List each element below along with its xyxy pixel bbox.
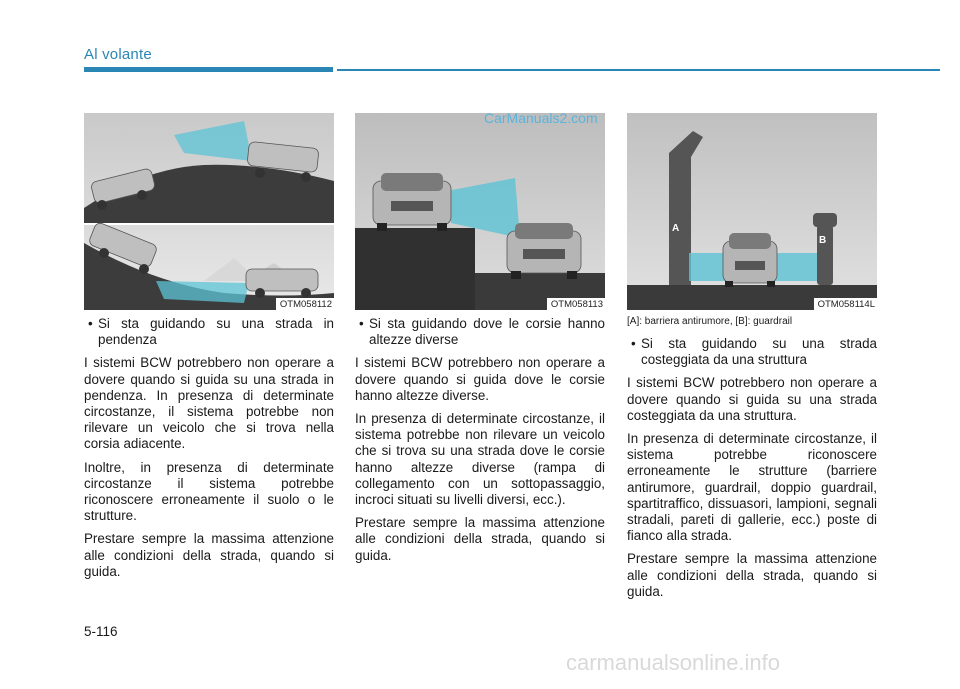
bullet-dot: • — [631, 336, 636, 351]
slope-illustration — [84, 113, 334, 310]
paragraph: Prestare sempre la massima attenzione alle condizioni della strada, quando si guida. — [84, 531, 334, 579]
paragraph: In presenza di determinate circostanze, il sistema potrebbe non rilevare un veicolo che si trova su una strada dove le corsie hanno altezze diverse (rampa di collegamento con un sottopassaggio, incroci situati su livelli diversi, ecc.). — [355, 411, 605, 508]
roadside-structure-illustration — [627, 113, 877, 310]
watermark-bottom: carmanualsonline.info — [566, 650, 781, 675]
text-column-1 — [84, 316, 334, 587]
figure-roadside-structure — [627, 113, 877, 310]
paragraph: I sistemi BCW potrebbero non operare a dovere quando si guida su una strada in pendenza. In presenza di determinate circostanze, il sistema potrebbe non rilevare un veicolo che si trova nella corsia adiacente. — [84, 355, 334, 452]
figure-code: OTM058113 — [547, 298, 605, 310]
figure-slope — [84, 113, 334, 310]
bullet-text: Si sta guidando su una strada in pendenza — [98, 316, 334, 348]
watermark-top: CarManuals2.com — [484, 110, 598, 126]
paragraph: Inoltre, in presenza di determinate circostanze il sistema potrebbe riconoscere erroneamente il suolo o le strutture. — [84, 459, 334, 524]
section-title: Al volante — [84, 46, 152, 63]
bullet-item — [355, 316, 605, 348]
bullet-dot: • — [88, 316, 93, 331]
figure-code: OTM058112 — [276, 298, 334, 310]
figure-code: OTM058114L — [814, 298, 877, 310]
bullet-text: Si sta guidando dove le corsie hanno altezze diverse — [369, 316, 605, 348]
header-rule-thick — [84, 67, 333, 72]
paragraph: Prestare sempre la massima attenzione alle condizioni della strada, quando si guida. — [627, 551, 877, 599]
paragraph: I sistemi BCW potrebbero non operare a dovere quando si guida dove le corsie hanno altezze diverse. — [355, 355, 605, 403]
bullet-item — [84, 316, 334, 348]
paragraph: Prestare sempre la massima attenzione alle condizioni della strada, quando si guida. — [355, 515, 605, 563]
lane-heights-illustration — [355, 113, 605, 310]
header-rule-thin — [337, 69, 940, 71]
bullet-dot: • — [359, 316, 364, 331]
bullet-text: Si sta guidando su una strada costeggiata da una struttura — [641, 336, 877, 368]
paragraph: I sistemi BCW potrebbero non operare a dovere quando si guida su una strada costeggiata da una struttura. — [627, 375, 877, 423]
figure-caption: [A]: barriera antirumore, [B]: guardrail — [627, 316, 793, 327]
paragraph: In presenza di determinate circostanze, il sistema potrebbe riconoscere erroneamente le strutture (barriere antirumore, guardrail, doppio guardrail, spartitraffico, dissuasori, lampioni, segnali stradali, pareti di gallerie, ecc.) poste di fianco alla strada. — [627, 431, 877, 544]
text-column-2 — [355, 316, 605, 571]
text-column-3 — [627, 316, 877, 607]
figure-lane-heights — [355, 113, 605, 310]
upper-car — [373, 173, 451, 231]
label-b: B — [819, 235, 827, 246]
bullet-item — [627, 336, 877, 368]
label-a: A — [672, 223, 680, 234]
page-number: 5-116 — [84, 624, 118, 639]
